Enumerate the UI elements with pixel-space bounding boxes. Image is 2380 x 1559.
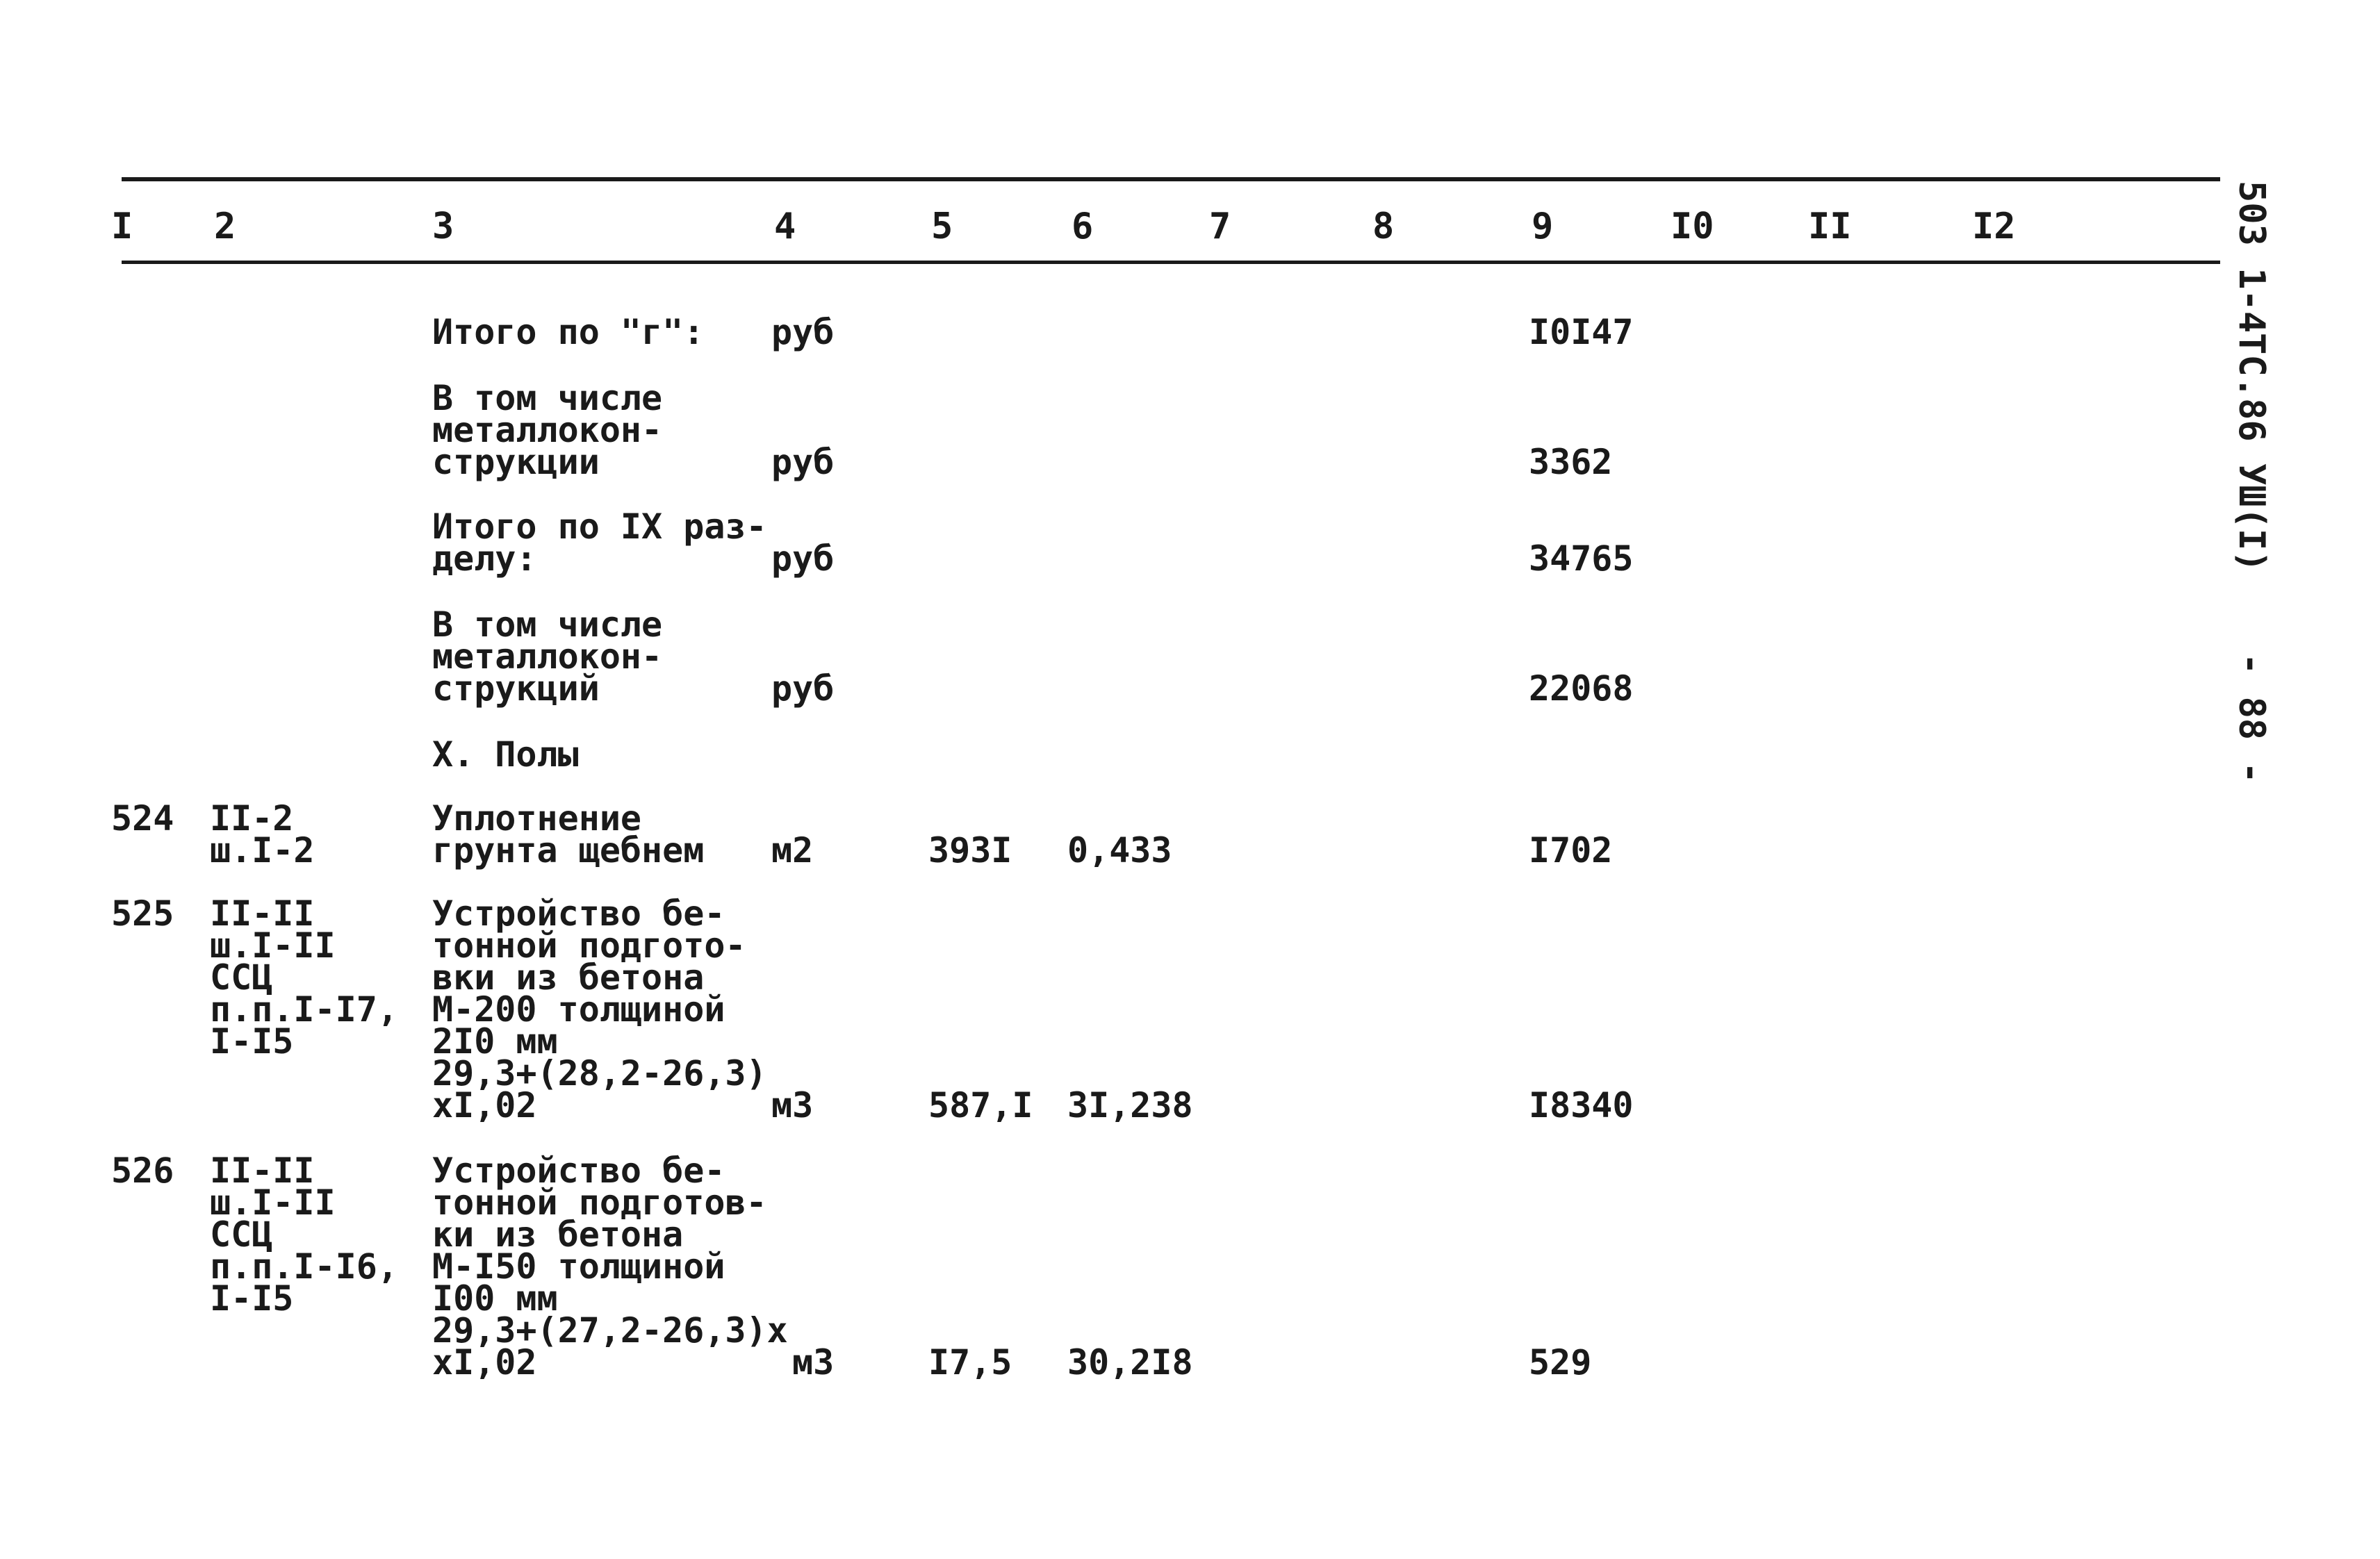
row-1-unit: руб [771,442,835,482]
row-526-total: 529 [1529,1342,1592,1383]
section-heading: Х. Полы [432,734,579,775]
row-526-description: Устройство бе- тонной подготов- ки из бетона М-I50 толщиной I00 мм 29,3+(27,2-26,3)x xI,02 [432,1150,788,1383]
row-3-description: В том числе металлокон- струкций [432,604,663,709]
top-rule [122,177,2220,181]
row-2-description: Итого по IX раз- делу: [432,506,767,579]
row-0-unit: руб [771,312,835,352]
row-3-unit: руб [771,668,835,709]
row-524-quantity: 393I [928,830,1012,871]
row-1-description: В том числе металлокон- струкции [432,378,663,482]
col-header-3: 3 [432,206,454,247]
col-header-6: 6 [1072,206,1094,247]
row-1-total: 3362 [1529,442,1613,482]
row-525-total: I8340 [1529,1085,1634,1125]
row-526-code: II-II ш.I-II ССЦ п.п.I-I6, I-I5 [210,1150,398,1319]
row-2-total: 34765 [1529,538,1634,579]
col-header-9: 9 [1532,206,1554,247]
col-header-4: 4 [774,206,796,247]
col-header-2: 2 [214,206,236,247]
document-code: 503 1-4ТС.86 УШ(I) [2231,181,2272,572]
col-header-8: 8 [1372,206,1395,247]
col-header-11: II [1808,206,1852,247]
row-0-description: Итого по "г": [432,312,705,352]
row-525-price: 3I,238 [1067,1085,1193,1125]
row-524-total: I702 [1529,830,1613,871]
row-524-unit: м2 [771,830,814,871]
col-header-1: I [111,206,133,247]
row-526-number: 526 [111,1150,174,1191]
col-header-7: 7 [1209,206,1231,247]
row-3-total: 22068 [1529,668,1634,709]
row-524-description: Уплотнение грунта щебнем [432,798,705,871]
col-header-12: I2 [1972,206,2016,247]
row-525-description: Устройство бе- тонной подгото- вки из бетона М-200 толщиной 2I0 мм 29,3+(28,2-26,3) xI,02 [432,893,767,1125]
row-526-price: 30,2I8 [1067,1342,1193,1383]
row-524-code: II-2 ш.I-2 [210,798,315,871]
row-526-unit: м3 [792,1342,835,1383]
row-0-total: I0I47 [1529,312,1634,352]
row-526-quantity: I7,5 [928,1342,1012,1383]
page-number: - 88 - [2231,653,2272,784]
row-525-quantity: 587,I [928,1085,1033,1125]
row-525-number: 525 [111,893,174,934]
row-524-price: 0,433 [1067,830,1172,871]
col-header-5: 5 [931,206,953,247]
row-2-unit: руб [771,538,835,579]
row-525-unit: м3 [771,1085,814,1125]
header-rule [122,261,2220,264]
row-525-code: II-II ш.I-II ССЦ п.п.I-I7, I-I5 [210,893,398,1062]
col-header-10: I0 [1671,206,1714,247]
row-524-number: 524 [111,798,174,839]
